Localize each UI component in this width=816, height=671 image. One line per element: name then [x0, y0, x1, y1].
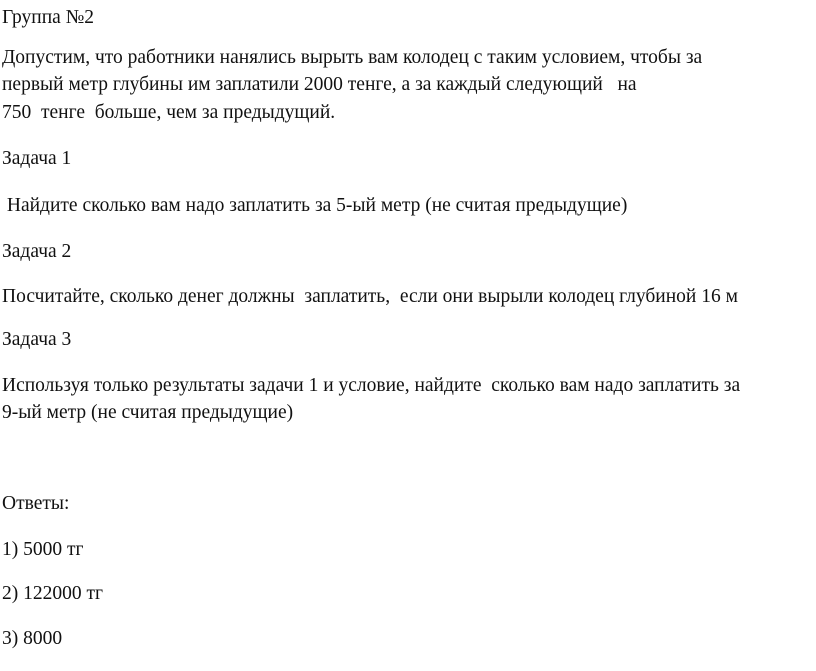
answers-heading: Ответы: — [2, 493, 70, 514]
task-1-text: Найдите сколько вам надо заплатить за 5-ый метр (не считая предыдущие) — [2, 195, 628, 216]
answer-2: 2) 122000 тг — [2, 583, 104, 604]
intro-line-1: Допустим, что работники нанялись вырыть вам колодец с таким условием, чтобы за — [2, 47, 703, 68]
task-3-text-line-1: Используя только результаты задачи 1 и условие, найдите сколько вам надо заплатить за — [2, 375, 741, 396]
task-1-heading: Задача 1 — [2, 148, 72, 169]
intro-line-2: первый метр глубины им заплатили 2000 тенге, а за каждый следующий на — [2, 74, 637, 95]
answer-1: 1) 5000 тг — [2, 539, 84, 560]
group-title: Группа №2 — [2, 7, 95, 28]
task-3-text-line-2: 9-ый метр (не считая предыдущие) — [2, 402, 294, 423]
task-2-heading: Задача 2 — [2, 241, 72, 262]
answer-3: 3) 8000 — [2, 628, 63, 649]
intro-line-3: 750 тенге больше, чем за предыдущий. — [2, 102, 336, 123]
task-2-text: Посчитайте, сколько денег должны заплатить, если они вырыли колодец глубиной 16 м — [2, 286, 738, 307]
task-3-heading: Задача 3 — [2, 329, 72, 350]
